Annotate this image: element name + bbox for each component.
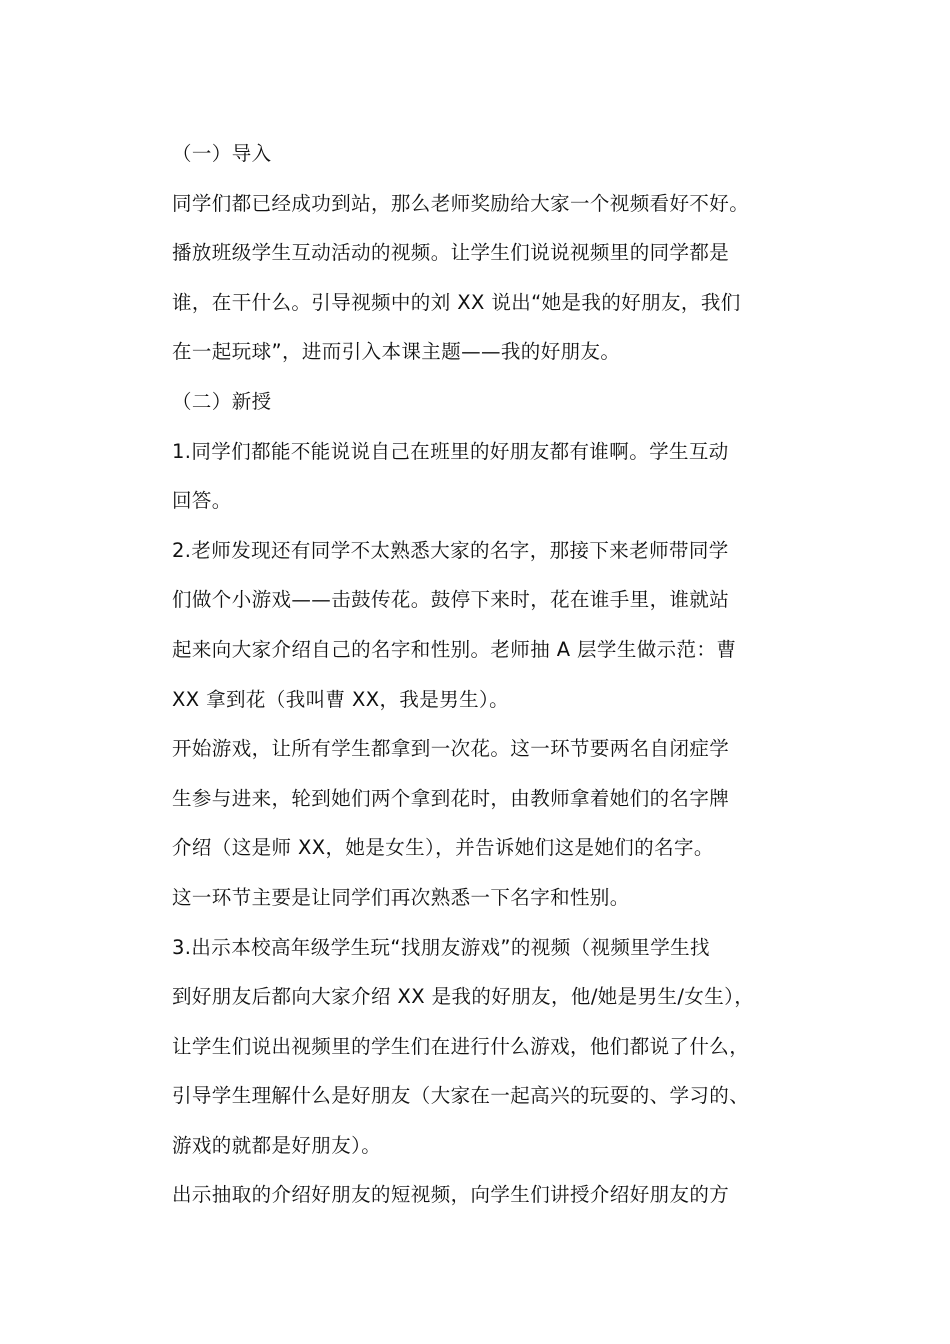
para-line: 生参与进来，轮到她们两个拿到花时，由教师拿着她们的名字牌 xyxy=(172,786,730,810)
para-line: 出示抽取的介绍好朋友的短视频，向学生们讲授介绍好朋友的方 xyxy=(172,1183,730,1207)
para-line: 同学们都已经成功到站，那么老师奖励给大家一个视频看好不好。 xyxy=(172,191,750,215)
heading-new-lesson: （二）新授 xyxy=(172,389,272,413)
para-line: 3.出示本校高年级学生玩“找朋友游戏”的视频（视频里学生找 xyxy=(172,935,710,959)
para-line: 们做个小游戏——击鼓传花。鼓停下来时，花在谁手里，谁就站 xyxy=(172,588,730,612)
para-line: 让学生们说出视频里的学生们在进行什么游戏，他们都说了什么， xyxy=(172,1034,750,1058)
para-line: 开始游戏，让所有学生都拿到一次花。这一环节要两名自闭症学 xyxy=(172,737,730,761)
para-line: 回答。 xyxy=(172,489,232,513)
para-line: 起来向大家介绍自己的名字和性别。老师抽 A 层学生做示范：曹 xyxy=(172,637,737,661)
para-line: XX 拿到花（我叫曹 XX，我是男生）。 xyxy=(172,687,510,711)
para-line: 1.同学们都能不能说说自己在班里的好朋友都有谁啊。学生互动 xyxy=(172,439,729,463)
para-line: 到好朋友后都向大家介绍 XX 是我的好朋友，他/她是男生/女生）， xyxy=(172,985,755,1009)
para-line: 这一环节主要是让同学们再次熟悉一下名字和性别。 xyxy=(172,885,630,909)
para-line: 在一起玩球”，进而引入本课主题——我的好朋友。 xyxy=(172,340,621,364)
para-line: 2.老师发现还有同学不太熟悉大家的名字，那接下来老师带同学 xyxy=(172,538,729,562)
para-line: 播放班级学生互动活动的视频。让学生们说说视频里的同学都是 xyxy=(172,241,730,265)
heading-intro: （一）导入 xyxy=(172,142,272,165)
para-line: 引导学生理解什么是好朋友（大家在一起高兴的玩耍的、学习的、 xyxy=(172,1084,750,1108)
para-line: 谁，在干什么。引导视频中的刘 XX 说出“她是我的好朋友，我们 xyxy=(172,290,741,314)
para-line: 游戏的就都是好朋友）。 xyxy=(172,1133,382,1157)
document-body xyxy=(172,129,822,1220)
para-line: 介绍（这是师 XX，她是女生），并告诉她们这是她们的名字。 xyxy=(172,836,714,860)
